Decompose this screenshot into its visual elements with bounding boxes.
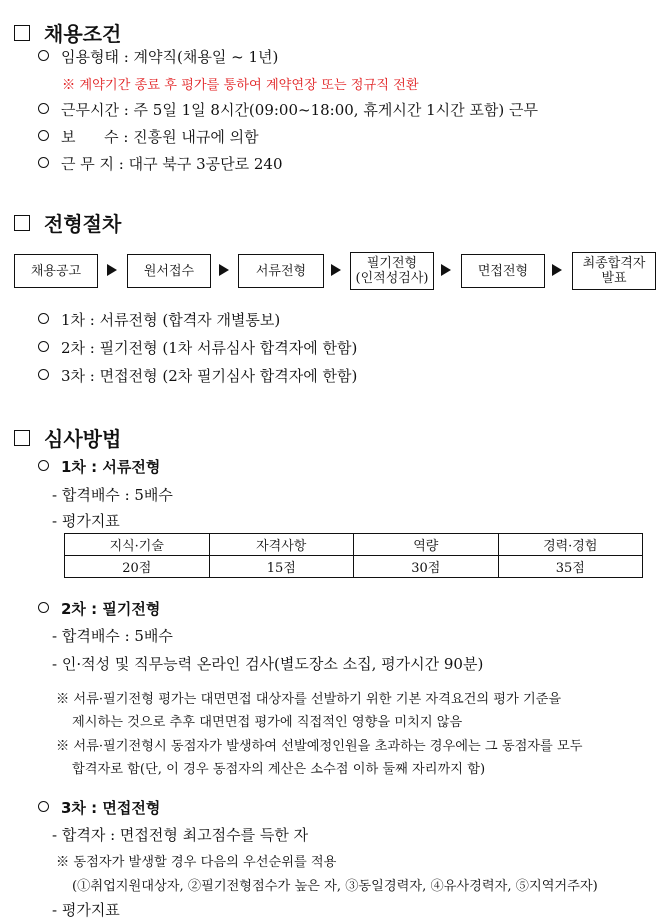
checkbox-square-icon [14, 25, 30, 41]
written-note-1b: 제시하는 것으로 추후 대면면접 평가에 직접적인 영향을 미치지 않음 [72, 715, 463, 730]
method-interview-title [38, 797, 160, 818]
table-header-cell: 지식·기술 [65, 534, 210, 556]
section-title-process [14, 208, 121, 237]
doc-evaluation-table [64, 533, 643, 578]
circle-bullet-icon [38, 801, 49, 812]
flow-step-label: 최종합격자 [582, 256, 646, 271]
circle-bullet-icon [38, 103, 49, 114]
method-written-title [38, 598, 160, 619]
arrow-right-icon [107, 264, 117, 276]
condition-location-text: 근 무 지 : 대구 북구 3공단로 240 [61, 155, 283, 173]
process-stage-1 [38, 309, 280, 330]
process-stage-text: 2차 : 필기전형 (1차 서류심사 합격자에 한함) [61, 339, 358, 357]
condition-employment [38, 46, 278, 67]
contract-note: ※ 계약기간 종료 후 평가를 통하여 계약연장 또는 정규직 전환 [62, 78, 419, 93]
method-interview-title-text: 3차 : 면접전형 [61, 799, 161, 817]
flow-step-label: 면접전형 [477, 263, 529, 279]
section-title-method [14, 423, 121, 452]
circle-bullet-icon [38, 313, 49, 324]
written-note-1a: ※ 서류·필기전형 평가는 대면면접 대상자를 선발하기 위한 기본 자격요건의 평가 기준을 [56, 692, 562, 707]
table-header-cell: 경력·경험 [498, 534, 643, 556]
table-cell: 15점 [209, 556, 354, 578]
flow-step-2 [127, 254, 211, 288]
process-stage-2 [38, 337, 357, 358]
condition-location [38, 153, 283, 174]
section-title-text: 전형절차 [44, 212, 122, 236]
condition-pay-text: 보 수 : 진흥원 내규에 의함 [61, 128, 259, 146]
circle-bullet-icon [38, 130, 49, 141]
table-cell: 35점 [498, 556, 643, 578]
doc-index-label: - 평가지표 [52, 512, 120, 530]
flow-step-4 [350, 252, 434, 290]
process-stage-text: 3차 : 면접전형 (2차 필기심사 합격자에 한함) [61, 367, 358, 385]
interview-priority: (①취업지원대상자, ②필기전형점수가 높은 자, ③동일경력자, ④유사경력자, ⑤지역거주자) [72, 879, 598, 894]
process-stage-text: 1차 : 서류전형 (합격자 개별통보) [61, 311, 281, 329]
circle-bullet-icon [38, 50, 49, 61]
table-header-cell: 역량 [354, 534, 499, 556]
arrow-right-icon [219, 264, 229, 276]
condition-employment-text: 임용형태 : 계약직(채용일 ~ 1년) [61, 48, 279, 66]
interview-winner: - 합격자 : 면접전형 최고점수를 득한 자 [52, 826, 309, 844]
checkbox-square-icon [14, 430, 30, 446]
table-row [65, 556, 643, 578]
flow-step-5 [461, 254, 545, 288]
section-title-conditions [14, 18, 121, 47]
table-cell: 20점 [65, 556, 210, 578]
section-title-text: 심사방법 [44, 427, 122, 451]
table-cell: 30점 [354, 556, 499, 578]
written-note-2b: 합격자로 함(단, 이 경우 동점자의 계산은 소수점 이하 둘째 자리까지 함) [72, 762, 486, 777]
condition-pay [38, 126, 259, 147]
written-note-2a: ※ 서류·필기전형시 동점자가 발생하여 선발예정인원을 초과하는 경우에는 그 동점자를 모두 [56, 739, 583, 754]
section-title-text: 채용조건 [44, 22, 122, 46]
flow-step-label: 서류전형 [255, 263, 307, 279]
flow-step-label: 채용공고 [30, 263, 82, 279]
arrow-right-icon [552, 264, 562, 276]
flow-step-label: 원서접수 [143, 263, 195, 279]
doc-multiplier: - 합격배수 : 5배수 [52, 486, 173, 504]
method-doc-title [38, 456, 160, 477]
flow-step-sublabel: 발표 [601, 271, 627, 286]
arrow-right-icon [441, 264, 451, 276]
written-multiplier: - 합격배수 : 5배수 [52, 627, 173, 645]
table-header-row [65, 534, 643, 556]
circle-bullet-icon [38, 157, 49, 168]
flow-step-label: 필기전형 [366, 256, 418, 271]
written-test: - 인·적성 및 직무능력 온라인 검사(별도장소 소집, 평가시간 90분) [52, 655, 484, 673]
flow-step-sublabel: (인적성검사) [355, 271, 429, 286]
circle-bullet-icon [38, 602, 49, 613]
interview-index-label: - 평가지표 [52, 901, 120, 919]
arrow-right-icon [331, 264, 341, 276]
condition-hours [38, 99, 538, 120]
method-doc-title-text: 1차 : 서류전형 [61, 458, 161, 476]
flow-step-3 [238, 254, 324, 288]
condition-hours-text: 근무시간 : 주 5일 1일 8시간(09:00~18:00, 휴게시간 1시간 포함) 근무 [61, 101, 538, 119]
flow-step-1 [14, 254, 98, 288]
circle-bullet-icon [38, 460, 49, 471]
interview-tie-note: ※ 동점자가 발생할 경우 다음의 우선순위를 적용 [56, 855, 337, 870]
checkbox-square-icon [14, 215, 30, 231]
table-header-cell: 자격사항 [209, 534, 354, 556]
process-stage-3 [38, 365, 357, 386]
circle-bullet-icon [38, 369, 49, 380]
method-written-title-text: 2차 : 필기전형 [61, 600, 161, 618]
flow-step-6 [572, 252, 656, 290]
circle-bullet-icon [38, 341, 49, 352]
